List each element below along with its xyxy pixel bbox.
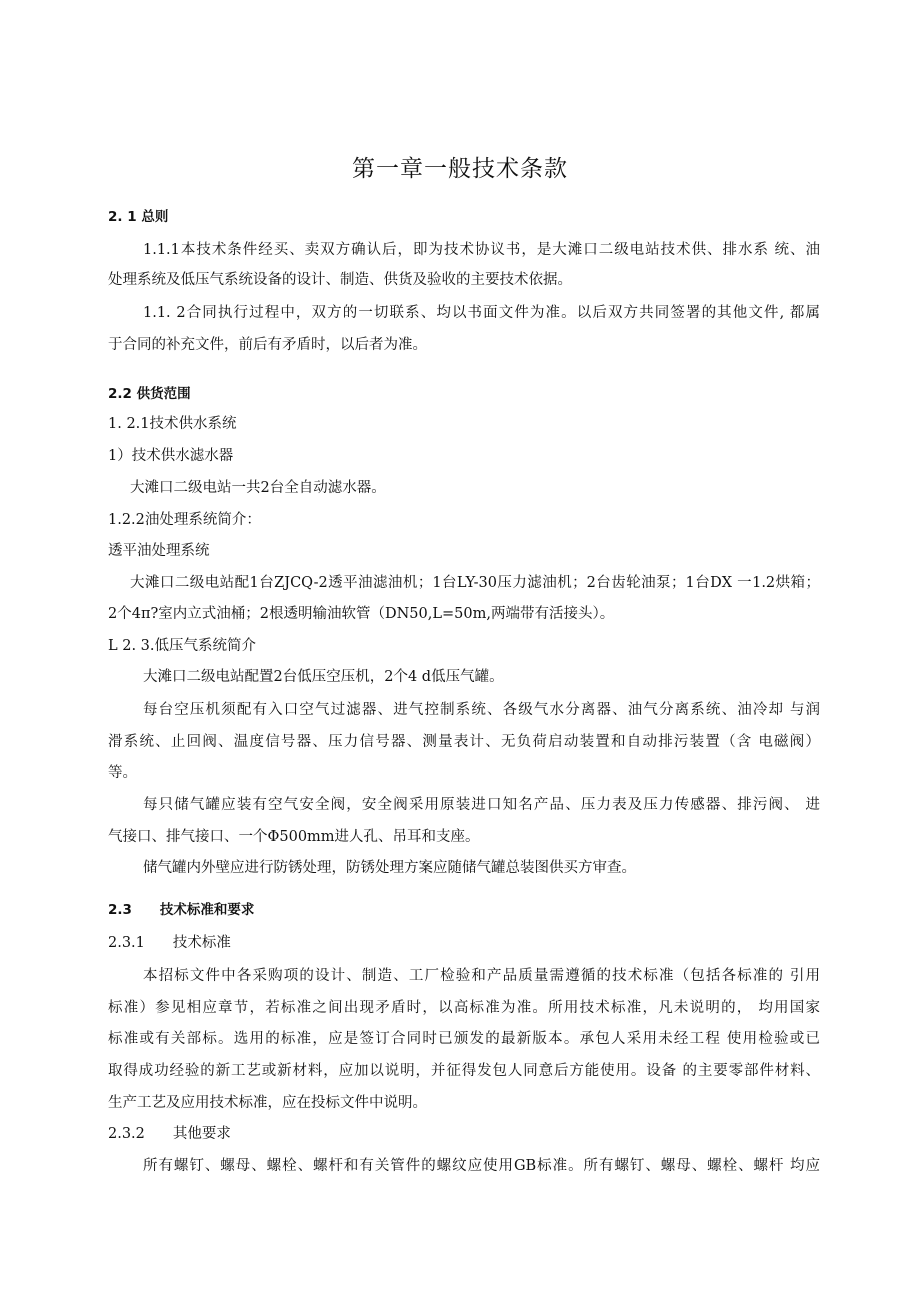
chapter-title: 第一章一般技术条款 xyxy=(352,156,568,182)
section-2-3-2-title: 其他要求 xyxy=(172,1126,231,1142)
s22-para2-line2: 气接口、排气接口、一个Φ500mm进人孔、吊耳和支座。 xyxy=(108,829,480,845)
section-2-3-1-heading xyxy=(108,933,231,953)
section-2-2-heading: 2.2 供货范围 xyxy=(108,386,191,402)
s22-para1-line3: 等。 xyxy=(108,765,137,781)
s21-para1-line1: 1.1.1本技术条件经买、卖双方确认后，即为技术协议书，是大滩口二级电站技术供、排水系 统、油 xyxy=(143,242,820,258)
s231-para1-line3: 标准或有关部标。选用的标准，应是签订合同时已颁发的最新版本。承包人采用未经工程 使用检验或已 xyxy=(108,1031,820,1047)
s231-para1-line1: 本招标文件中各采购项的设计、制造、工厂检验和产品质量需遵循的技术标准（包括各标准的 引用 xyxy=(143,968,820,984)
s22-line5: 透平油处理系统 xyxy=(108,543,210,559)
s22-para2-line1: 每只储气罐应装有空气安全阀，安全阀采用原装进口知名产品、压力表及压力传感器、排污阀、 进 xyxy=(143,797,820,813)
s22-para1-line1: 每台空压机须配有入口空气过滤器、进气控制系统、各级气水分离器、油气分离系统、油冷却 与润 xyxy=(143,702,820,718)
s22-para3-line1: 储气罐内外壁应进行防锈处理，防锈处理方案应随储气罐总装图供买方审查。 xyxy=(143,860,636,876)
section-2-3-1-title: 技术标准 xyxy=(172,935,231,951)
section-2-3-1-number: 2.3.1 xyxy=(108,935,145,951)
s22-line8: L 2. 3.低压气系统简介 xyxy=(108,638,257,654)
s21-para2-line2: 于合同的补充文件，前后有矛盾时，以后者为准。 xyxy=(108,337,427,353)
section-2-3-title: 技术标准和要求 xyxy=(159,902,255,918)
s22-line3: 大滩口二级电站一共2台全自动滤水器。 xyxy=(130,480,386,496)
s21-para2-line1: 1.1. 2合同执行过程中，双方的一切联系、均以书面文件为准。以后双方共同签署的其他文件, 都属 xyxy=(143,305,820,321)
s231-para1-line4: 取得成功经验的新工艺或新材料，应加以说明，并征得发包人同意后方能使用。设备 的主要零部件材料、 xyxy=(108,1063,820,1079)
s22-line1: 1. 2.1技术供水系统 xyxy=(108,416,237,432)
s231-para1-line2: 标准）参见相应章节，若标准之间出现矛盾时，以高标准为准。所用技术标准，凡未说明的， 均用国家 xyxy=(108,1000,820,1016)
s21-para1-line2: 处理系统及低压气系统设备的设计、制造、供货及验收的主要技术依据。 xyxy=(108,272,572,288)
s22-para1-line2: 滑系统、止回阀、温度信号器、压力信号器、测量表计、无负荷启动装置和自动排污装置（含 电磁阀） xyxy=(108,734,820,750)
section-2-3-number: 2.3 xyxy=(108,902,132,918)
section-2-3-heading xyxy=(108,900,254,920)
s22-line7: 2个4π?室内立式油桶；2根透明输油软管（DN50,L=50m,两端带有活接头）。 xyxy=(108,606,615,622)
s22-line4: 1.2.2油处理系统简介： xyxy=(108,512,261,528)
s231-para1-line5: 生产工艺及应用技术标准，应在投标文件中说明。 xyxy=(108,1095,427,1111)
s22-line2: 1）技术供水滤水器 xyxy=(108,448,234,464)
s22-line6: 大滩口二级电站配1台ZJCQ-2透平油滤油机；1台LY-30压力滤油机；2台齿轮油泵；1台DX 一1.2烘箱； xyxy=(130,575,820,591)
section-2-3-2-heading xyxy=(108,1124,231,1144)
section-2-3-2-number: 2.3.2 xyxy=(108,1126,145,1142)
s232-para1-line1: 所有螺钉、螺母、螺栓、螺杆和有关管件的螺纹应使用GB标准。所有螺钉、螺母、螺栓、螺杆 均应 xyxy=(143,1158,820,1174)
section-2-1-heading: 2. 1 总则 xyxy=(108,209,169,225)
s22-line9: 大滩口二级电站配置2台低压空压机，2个4 d低压气罐。 xyxy=(143,669,504,685)
